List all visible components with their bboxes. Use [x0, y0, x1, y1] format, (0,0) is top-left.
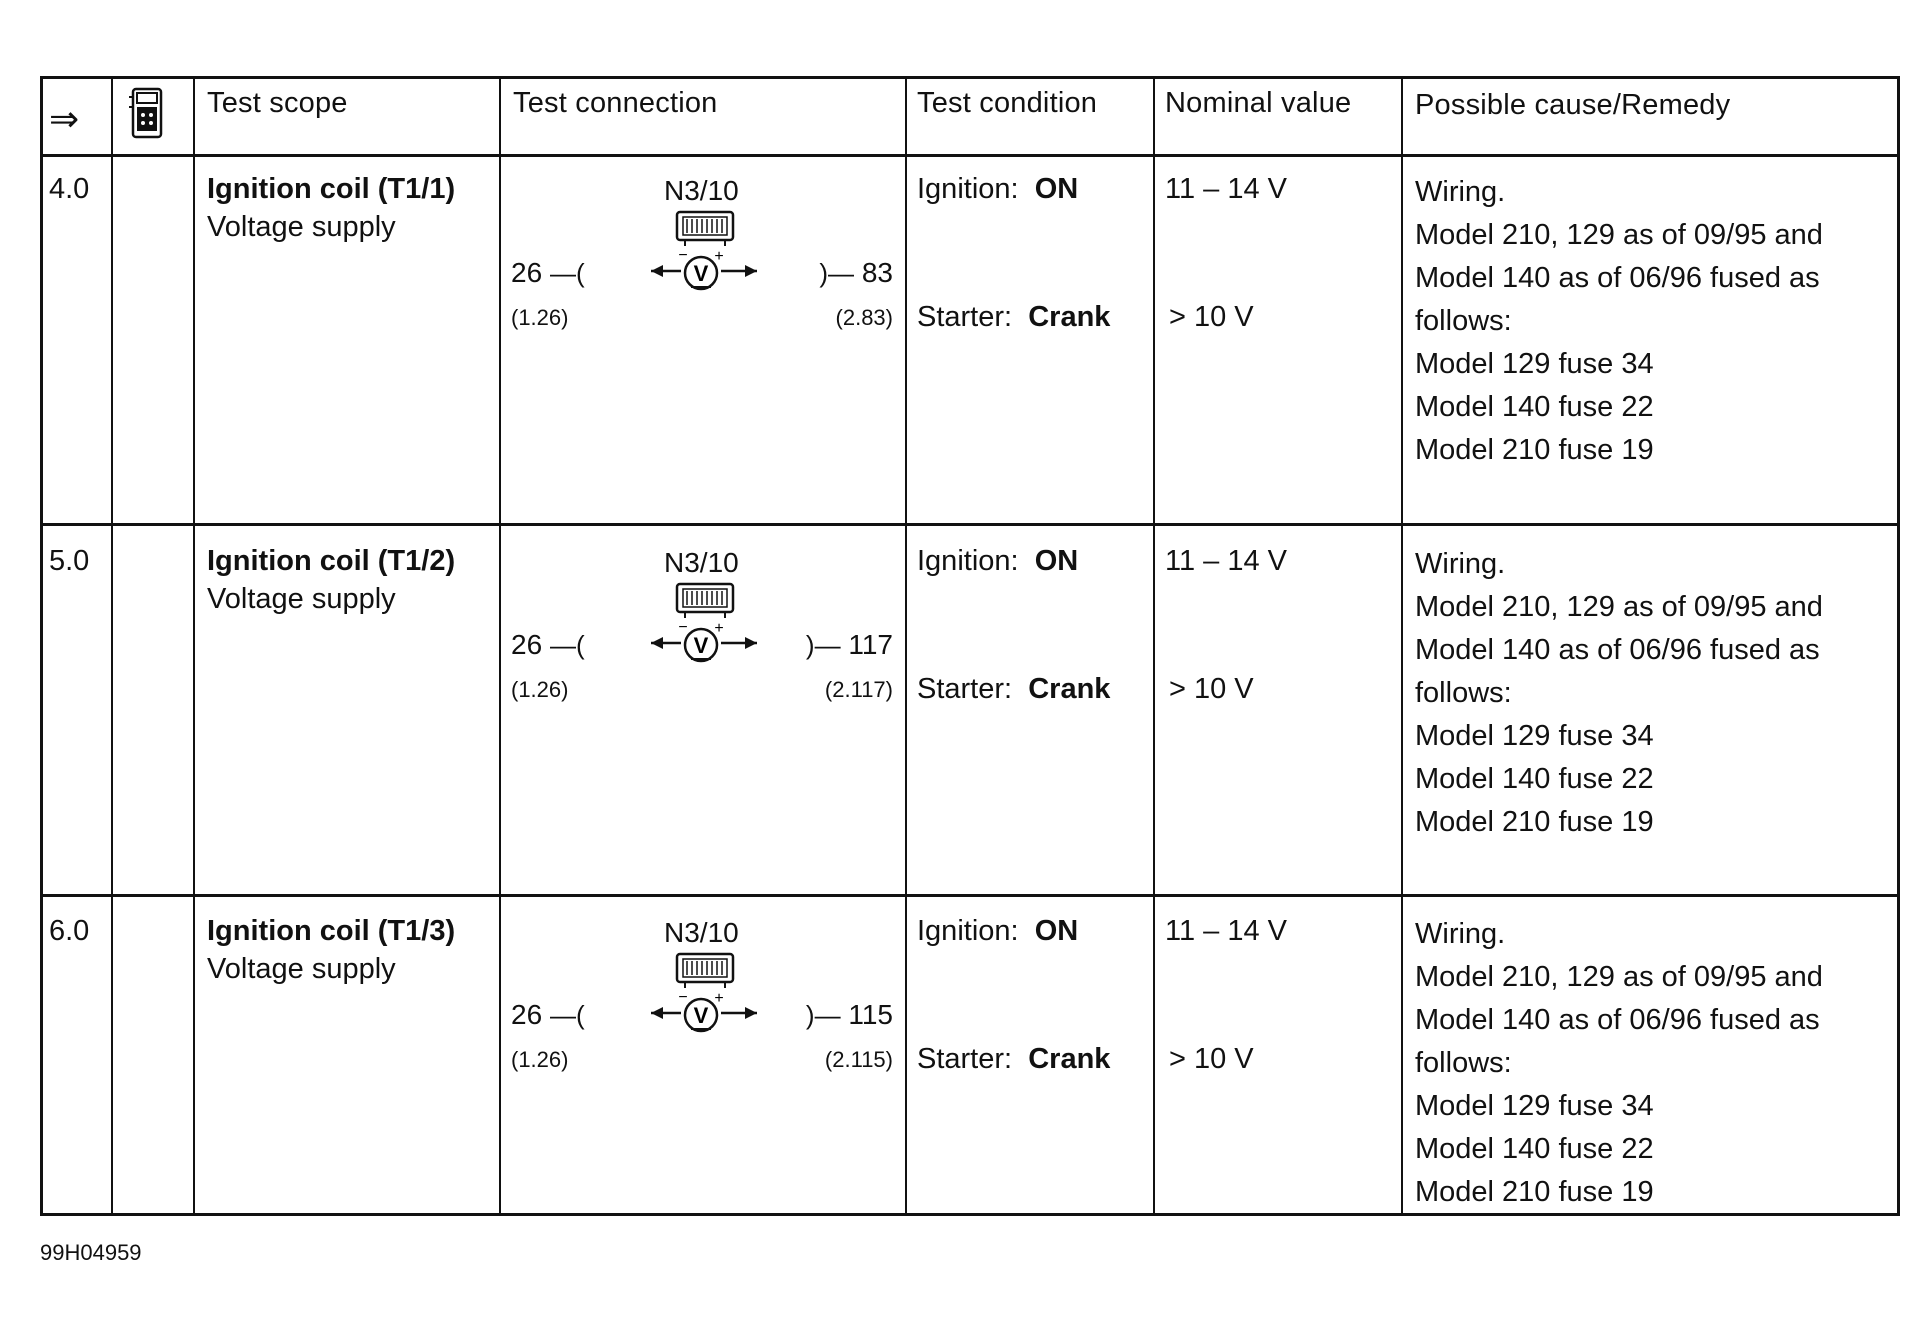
component-label: N3/10	[664, 547, 739, 578]
figure-id: 99H04959	[40, 1240, 142, 1265]
column-divider	[193, 79, 195, 1213]
column-divider	[905, 79, 907, 1213]
remedy-line: Model 210 fuse 19	[1415, 1176, 1654, 1208]
remedy-line: Model 140 as of 06/96 fused as	[1415, 1004, 1820, 1036]
scope-title: Ignition coil (T1/2)	[207, 545, 456, 577]
remedy-line: Model 210 fuse 19	[1415, 434, 1654, 466]
component-label: N3/10	[664, 175, 739, 206]
remedy-line: Model 140 as of 06/96 fused as	[1415, 262, 1820, 294]
nominal-value-on: 11 – 14 V	[1165, 545, 1288, 577]
nominal-value-on: 11 – 14 V	[1165, 915, 1288, 947]
ref-right: (2.115)	[824, 1047, 893, 1072]
ref-right: (2.117)	[824, 677, 893, 702]
remedy-line: Wiring.	[1415, 176, 1506, 208]
nominal-value-on: 11 – 14 V	[1165, 173, 1288, 205]
condition-starter: Starter: Crank	[917, 1043, 1111, 1075]
svg-text:+: +	[714, 249, 724, 265]
remedy-line: follows:	[1415, 677, 1512, 709]
remedy-list	[1415, 543, 1823, 844]
remedy-line: Model 140 fuse 22	[1415, 763, 1654, 795]
remedy-line: Model 129 fuse 34	[1415, 720, 1654, 752]
test-connection-diagram	[501, 897, 905, 1097]
voltmeter-icon	[649, 991, 759, 1033]
svg-text:V: V	[693, 1003, 709, 1028]
voltmeter-icon	[649, 621, 759, 663]
header-nominal-value: Nominal value	[1165, 87, 1352, 119]
remedy-line: Model 129 fuse 34	[1415, 1090, 1654, 1122]
nominal-value-crank: > 10 V	[1169, 673, 1254, 705]
column-divider	[1153, 79, 1155, 1213]
scope-subtitle: Voltage supply	[207, 583, 396, 615]
scope-title: Ignition coil (T1/3)	[207, 915, 456, 947]
pin-right: )— 83	[819, 257, 893, 288]
pin-left: 26 —(	[511, 257, 585, 288]
condition-starter: Starter: Crank	[917, 301, 1111, 333]
step-number: 4.0	[49, 173, 90, 205]
svg-text:+: +	[714, 621, 724, 637]
condition-starter: Starter: Crank	[917, 673, 1111, 705]
connector-box-icon	[675, 951, 735, 989]
column-divider	[1401, 79, 1403, 1213]
multimeter-icon	[127, 87, 167, 141]
step-number: 5.0	[49, 545, 90, 577]
svg-text:V: V	[693, 633, 709, 658]
scope-subtitle: Voltage supply	[207, 211, 396, 243]
remedy-line: Model 210, 129 as of 09/95 and	[1415, 961, 1823, 993]
condition-ignition: Ignition: ON	[917, 545, 1079, 577]
test-connection-diagram	[501, 155, 905, 355]
pin-right: )— 117	[805, 629, 893, 660]
remedy-list	[1415, 913, 1823, 1214]
svg-text:V: V	[693, 261, 709, 286]
remedy-line: Model 129 fuse 34	[1415, 348, 1654, 380]
connector-box-icon	[675, 581, 735, 619]
remedy-line: Model 140 as of 06/96 fused as	[1415, 634, 1820, 666]
svg-text:−: −	[678, 621, 688, 636]
remedy-list	[1415, 171, 1823, 472]
header-test-scope: Test scope	[207, 87, 348, 119]
ref-right: (2.83)	[835, 305, 893, 330]
row-divider	[43, 154, 1897, 157]
remedy-line: Model 210, 129 as of 09/95 and	[1415, 219, 1823, 251]
connector-box-icon	[675, 209, 735, 247]
header-test-condition: Test condition	[917, 87, 1098, 119]
remedy-line: Wiring.	[1415, 548, 1506, 580]
remedy-line: Wiring.	[1415, 918, 1506, 950]
remedy-line: Model 210 fuse 19	[1415, 806, 1654, 838]
arrow-icon: ⇒	[49, 98, 80, 139]
ref-left: (1.26)	[511, 677, 569, 702]
pin-left: 26 —(	[511, 999, 585, 1030]
svg-text:−: −	[678, 249, 688, 264]
header-remedy: Possible cause/Remedy	[1415, 89, 1731, 121]
test-connection-diagram	[501, 527, 905, 727]
voltmeter-icon	[649, 249, 759, 291]
component-label: N3/10	[664, 917, 739, 948]
step-number: 6.0	[49, 915, 90, 947]
svg-text:+: +	[714, 991, 724, 1007]
scope-subtitle: Voltage supply	[207, 953, 396, 985]
ref-left: (1.26)	[511, 305, 569, 330]
condition-ignition: Ignition: ON	[917, 173, 1079, 205]
remedy-line: Model 210, 129 as of 09/95 and	[1415, 591, 1823, 623]
nominal-value-crank: > 10 V	[1169, 301, 1254, 333]
remedy-line: follows:	[1415, 305, 1512, 337]
nominal-value-crank: > 10 V	[1169, 1043, 1254, 1075]
test-table	[40, 76, 1900, 1216]
row-divider	[43, 523, 1897, 526]
pin-right: )— 115	[805, 999, 893, 1030]
remedy-line: follows:	[1415, 1047, 1512, 1079]
remedy-line: Model 140 fuse 22	[1415, 1133, 1654, 1165]
header-test-connection: Test connection	[513, 87, 718, 119]
condition-ignition: Ignition: ON	[917, 915, 1079, 947]
scope-title: Ignition coil (T1/1)	[207, 173, 456, 205]
column-divider	[111, 79, 113, 1213]
svg-text:−: −	[678, 991, 688, 1006]
row-divider	[43, 894, 1897, 897]
pin-left: 26 —(	[511, 629, 585, 660]
ref-left: (1.26)	[511, 1047, 569, 1072]
remedy-line: Model 140 fuse 22	[1415, 391, 1654, 423]
